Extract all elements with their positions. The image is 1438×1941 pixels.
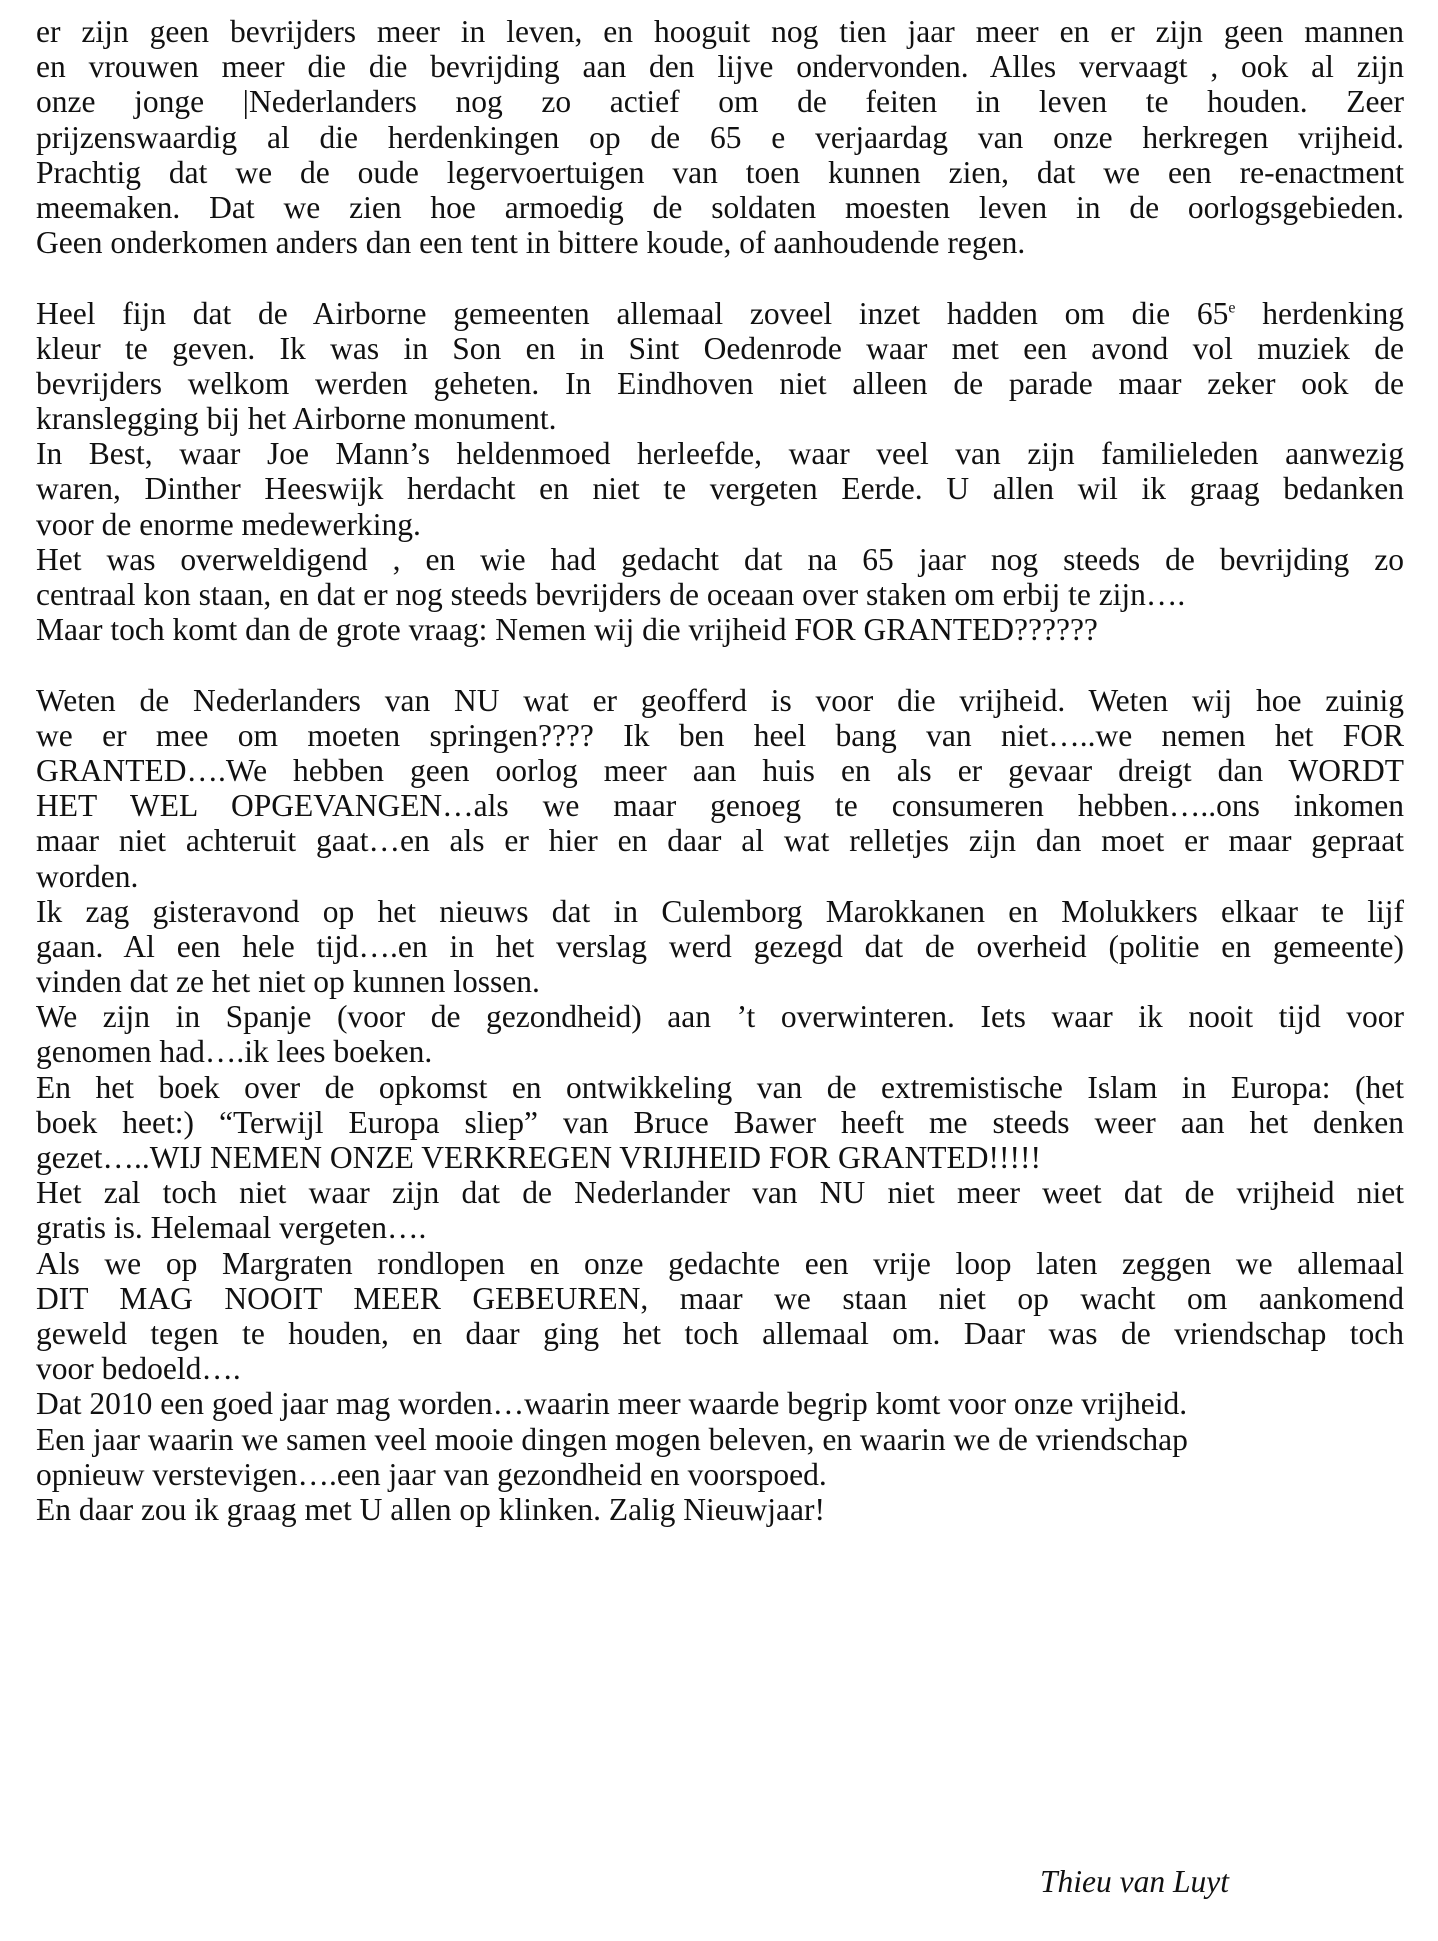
text-line: Een jaar waarin we samen veel mooie dingen mogen beleven, en waarin we de vriendschap bbox=[36, 1421, 1188, 1457]
text-line: GRANTED….We hebben geen oorlog meer aan huis en als er gevaar dreigt dan WORDT bbox=[36, 752, 1404, 788]
letter-body bbox=[36, 14, 1404, 1527]
text-line: vinden dat ze het niet op kunnen lossen. bbox=[36, 964, 540, 1000]
text-line: boek heet:) “Terwijl Europa sliep” van Bruce Bawer heeft me steeds weer aan het denken bbox=[36, 1104, 1404, 1140]
text-line: En het boek over de opkomst en ontwikkeling van de extremistische Islam in Europa: (het bbox=[36, 1069, 1404, 1105]
text-line: Het zal toch niet waar zijn dat de Nederlander van NU niet meer weet dat de vrijheid niet bbox=[36, 1175, 1404, 1211]
text-line: bevrijders welkom werden geheten. In Eindhoven niet alleen de parade maar zeker ook de bbox=[36, 365, 1404, 401]
text-line: kranslegging bij het Airborne monument. bbox=[36, 401, 557, 437]
text-line: genomen had….ik lees boeken. bbox=[36, 1034, 433, 1070]
text-line: worden. bbox=[36, 858, 139, 894]
text-segment: herdenking bbox=[1235, 295, 1404, 331]
superscript: e bbox=[1228, 299, 1236, 316]
text-line: HET WEL OPGEVANGEN…als we maar genoeg te consumeren hebben…..ons inkomen bbox=[36, 788, 1404, 824]
text-line: gratis is. Helemaal vergeten…. bbox=[36, 1210, 427, 1246]
paragraph-gap bbox=[36, 647, 1404, 682]
text-line: voor bedoeld…. bbox=[36, 1351, 241, 1387]
text-line: maar niet achteruit gaat…en als er hier en daar al wat relletjes zijn dan moet er maar gepraat bbox=[36, 823, 1404, 859]
text-line: In Best, waar Joe Mann’s heldenmoed herleefde, waar veel van zijn familieleden aanwezig bbox=[36, 436, 1404, 472]
text-line: Het was overweldigend , en wie had gedacht dat na 65 jaar nog steeds de bevrijding zo bbox=[36, 541, 1404, 577]
text-line: prijzenswaardig al die herdenkingen op de 65 e verjaardag van onze herkregen vrijheid. bbox=[36, 119, 1404, 155]
text-line: We zijn in Spanje (voor de gezondheid) aan ’t overwinteren. Iets waar ik nooit tijd voor bbox=[36, 999, 1404, 1035]
text-line: voor de enorme medewerking. bbox=[36, 506, 421, 542]
text-line: Geen onderkomen anders dan een tent in bittere koude, of aanhoudende regen. bbox=[36, 225, 1026, 261]
text-line: Maar toch komt dan de grote vraag: Nemen wij die vrijheid FOR GRANTED?????? bbox=[36, 612, 1098, 648]
text-segment: Heel fijn dat de Airborne gemeenten allemaal zoveel inzet hadden om die 65 bbox=[36, 295, 1229, 331]
text-line: gezet…..WIJ NEMEN ONZE VERKREGEN VRIJHEID FOR GRANTED!!!!! bbox=[36, 1140, 1041, 1175]
text-line: DIT MAG NOOIT MEER GEBEUREN, maar we staan niet op wacht om aankomend bbox=[36, 1280, 1404, 1316]
text-line: kleur te geven. Ik was in Son en in Sint Oedenrode waar met een avond vol muziek de bbox=[36, 330, 1404, 366]
text-line-with-superscript bbox=[36, 296, 1404, 331]
text-line: er zijn geen bevrijders meer in leven, en hooguit nog tien jaar meer en er zijn geen mannen bbox=[36, 14, 1404, 49]
text-line: Weten de Nederlanders van NU wat er geofferd is voor die vrijheid. Weten wij hoe zuinig bbox=[36, 682, 1404, 718]
text-line: centraal kon staan, en dat er nog steeds bevrijders de oceaan over staken om erbij te zijn…. bbox=[36, 577, 1186, 612]
text-line: gaan. Al een hele tijd….en in het verslag werd gezegd dat de overheid (politie en gemeente) bbox=[36, 928, 1404, 964]
text-line: en vrouwen meer die die bevrijding aan den lijve ondervonden. Alles vervaagt , ook al zijn bbox=[36, 49, 1404, 85]
text-line: we er mee om moeten springen???? Ik ben heel bang van niet…..we nemen het FOR bbox=[36, 717, 1404, 753]
text-line: meemaken. Dat we zien hoe armoedig de soldaten moesten leven in de oorlogsgebieden. bbox=[36, 189, 1404, 225]
signature: Thieu van Luyt bbox=[1040, 1864, 1229, 1899]
text-line: geweld tegen te houden, en daar ging het toch allemaal om. Daar was de vriendschap toch bbox=[36, 1315, 1404, 1351]
text-line: Dat 2010 een goed jaar mag worden…waarin meer waarde begrip komt voor onze vrijheid. bbox=[36, 1386, 1188, 1422]
paragraph-gap bbox=[36, 260, 1404, 295]
text-line: waren, Dinther Heeswijk herdacht en niet te vergeten Eerde. U allen wil ik graag bedanken bbox=[36, 471, 1404, 507]
text-line: opnieuw verstevigen….een jaar van gezondheid en voorspoed. bbox=[36, 1456, 827, 1492]
text-line: Ik zag gisteravond op het nieuws dat in Culemborg Marokkanen en Molukkers elkaar te lijf bbox=[36, 893, 1404, 929]
text-line: En daar zou ik graag met U allen op klinken. Zalig Nieuwjaar! bbox=[36, 1491, 825, 1527]
text-line: onze jonge |Nederlanders nog zo actief om de feiten in leven te houden. Zeer bbox=[36, 84, 1404, 120]
text-line: Als we op Margraten rondlopen en onze gedachte een vrije loop laten zeggen we allemaal bbox=[36, 1245, 1404, 1281]
text-line: Prachtig dat we de oude legervoertuigen van toen kunnen zien, dat we een re-enactment bbox=[36, 154, 1404, 190]
